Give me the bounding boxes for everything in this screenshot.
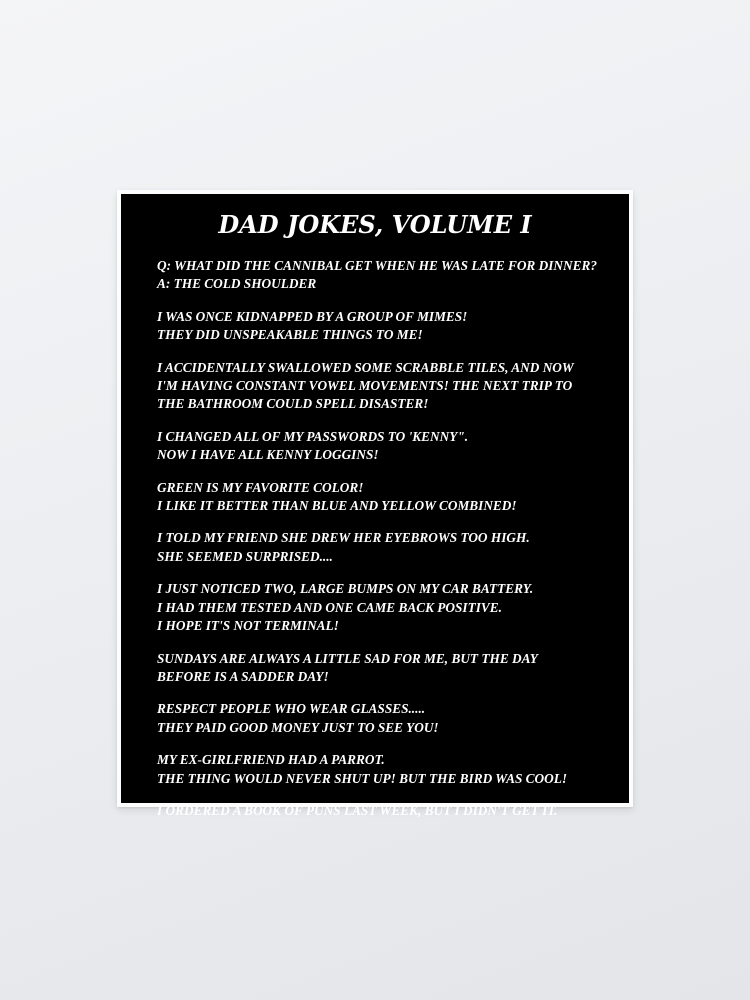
joke-item [157,479,609,516]
joke-line: I HOPE IT'S NOT TERMINAL! [157,618,339,634]
joke-line: SHE SEEMED SURPRISED.... [157,548,333,564]
joke-item [157,257,609,294]
joke-line: I'M HAVING CONSTANT VOWEL MOVEMENTS! THE NEXT TRIP TO [157,378,573,394]
joke-item [157,359,609,414]
joke-item [157,751,609,788]
joke-line: RESPECT PEOPLE WHO WEAR GLASSES..... [157,701,426,717]
joke-line: THEY DID UNSPEAKABLE THINGS TO ME! [157,327,423,343]
joke-item [157,529,609,566]
joke-line: I CHANGED ALL OF MY PASSWORDS TO 'KENNY". [157,428,469,444]
joke-line: I ORDERED A BOOK OF PUNS LAST WEEK, BUT I DIDN'T GET IT. [157,802,558,818]
joke-line: BEFORE IS A SADDER DAY! [157,668,329,684]
joke-list [157,257,609,820]
joke-line: GREEN IS MY FAVORITE COLOR! [157,479,364,495]
joke-line: I WAS ONCE KIDNAPPED BY A GROUP OF MIMES! [157,308,468,324]
joke-item [157,428,609,465]
joke-line: I JUST NOTICED TWO, LARGE BUMPS ON MY CAR BATTERY. [157,581,534,597]
poster-title: DAD JOKES, VOLUME I [218,210,532,239]
joke-line: NOW I HAVE ALL KENNY LOGGINS! [157,447,379,463]
joke-line: Q: WHAT DID THE CANNIBAL GET WHEN HE WAS LATE FOR DINNER? [157,258,597,273]
joke-line: I ACCIDENTALLY SWALLOWED SOME SCRABBLE TILES, AND NOW [157,359,574,375]
joke-line: THE THING WOULD NEVER SHUT UP! BUT THE BIRD WAS COOL! [157,770,568,786]
joke-line: THE BATHROOM COULD SPELL DISASTER! [157,396,429,412]
joke-line: THEY PAID GOOD MONEY JUST TO SEE YOU! [157,719,439,735]
joke-line: I TOLD MY FRIEND SHE DREW HER EYEBROWS TOO HIGH. [157,530,530,546]
joke-item [157,308,609,345]
joke-line: SUNDAYS ARE ALWAYS A LITTLE SAD FOR ME, BUT THE DAY [157,650,538,666]
poster-print-area [121,194,629,818]
joke-item [157,700,609,737]
joke-item [157,650,609,687]
joke-item [157,580,609,635]
joke-line: I HAD THEM TESTED AND ONE CAME BACK POSITIVE. [157,599,502,615]
joke-item [157,802,609,820]
joke-line: A: THE COLD SHOULDER [157,276,317,292]
joke-line: MY EX-GIRLFRIEND HAD A PARROT. [157,752,385,768]
joke-line: I LIKE IT BETTER THAN BLUE AND YELLOW COMBINED! [157,498,517,514]
poster [117,190,633,818]
